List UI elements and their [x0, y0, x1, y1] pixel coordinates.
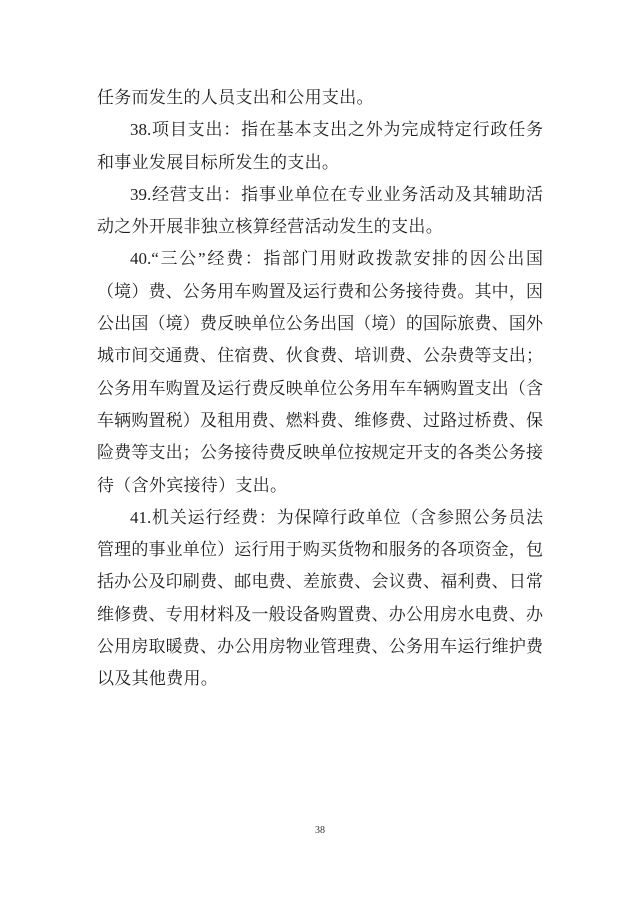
- text-line: 和事业发展目标所发生的支出。: [97, 152, 340, 172]
- text-line: 38.项目支出：指在基本支出之外为完成特定行政任务: [130, 120, 543, 140]
- text-line: 车辆购置税）及租用费、燃料费、维修费、过路过桥费、保: [97, 410, 543, 430]
- text-line: 险费等支出；公务接待费反映单位按规定开支的各类公务接: [97, 443, 543, 463]
- text-line: 待（含外宾接待）支出。: [97, 475, 288, 495]
- document-body-text: [97, 82, 543, 696]
- text-line: 40.“三公”经费：指部门用财政拨款安排的因公出国: [130, 249, 543, 269]
- text-line: 管理的事业单位）运行用于购买货物和服务的各项资金，包: [97, 540, 543, 560]
- text-line: 41.机关运行经费：为保障行政单位（含参照公务员法: [130, 507, 543, 527]
- text-line: 括办公及印刷费、邮电费、差旅费、会议费、福利费、日常: [97, 572, 543, 592]
- text-line: 动之外开展非独立核算经营活动发生的支出。: [97, 217, 443, 237]
- text-line: 以及其他费用。: [97, 669, 219, 689]
- text-line: 任务而发生的人员支出和公用支出。: [97, 88, 374, 107]
- text-line: （境）费、公务用车购置及运行费和公务接待费。其中，因: [97, 281, 543, 301]
- text-line: 公用房取暖费、办公用房物业管理费、公务用车运行维护费: [97, 637, 543, 657]
- page-number: 38: [315, 825, 325, 836]
- text-line: 维修费、专用材料及一般设备购置费、办公用房水电费、办: [97, 604, 543, 624]
- text-line: 公务用车购置及运行费反映单位公务用车车辆购置支出（含: [97, 378, 543, 398]
- text-line: 39.经营支出：指事业单位在专业业务活动及其辅助活: [130, 184, 543, 204]
- text-line: 公出国（境）费反映单位公务出国（境）的国际旅费、国外: [97, 314, 543, 334]
- text-line: 城市间交通费、住宿费、伙食费、培训费、公杂费等支出；: [97, 346, 543, 366]
